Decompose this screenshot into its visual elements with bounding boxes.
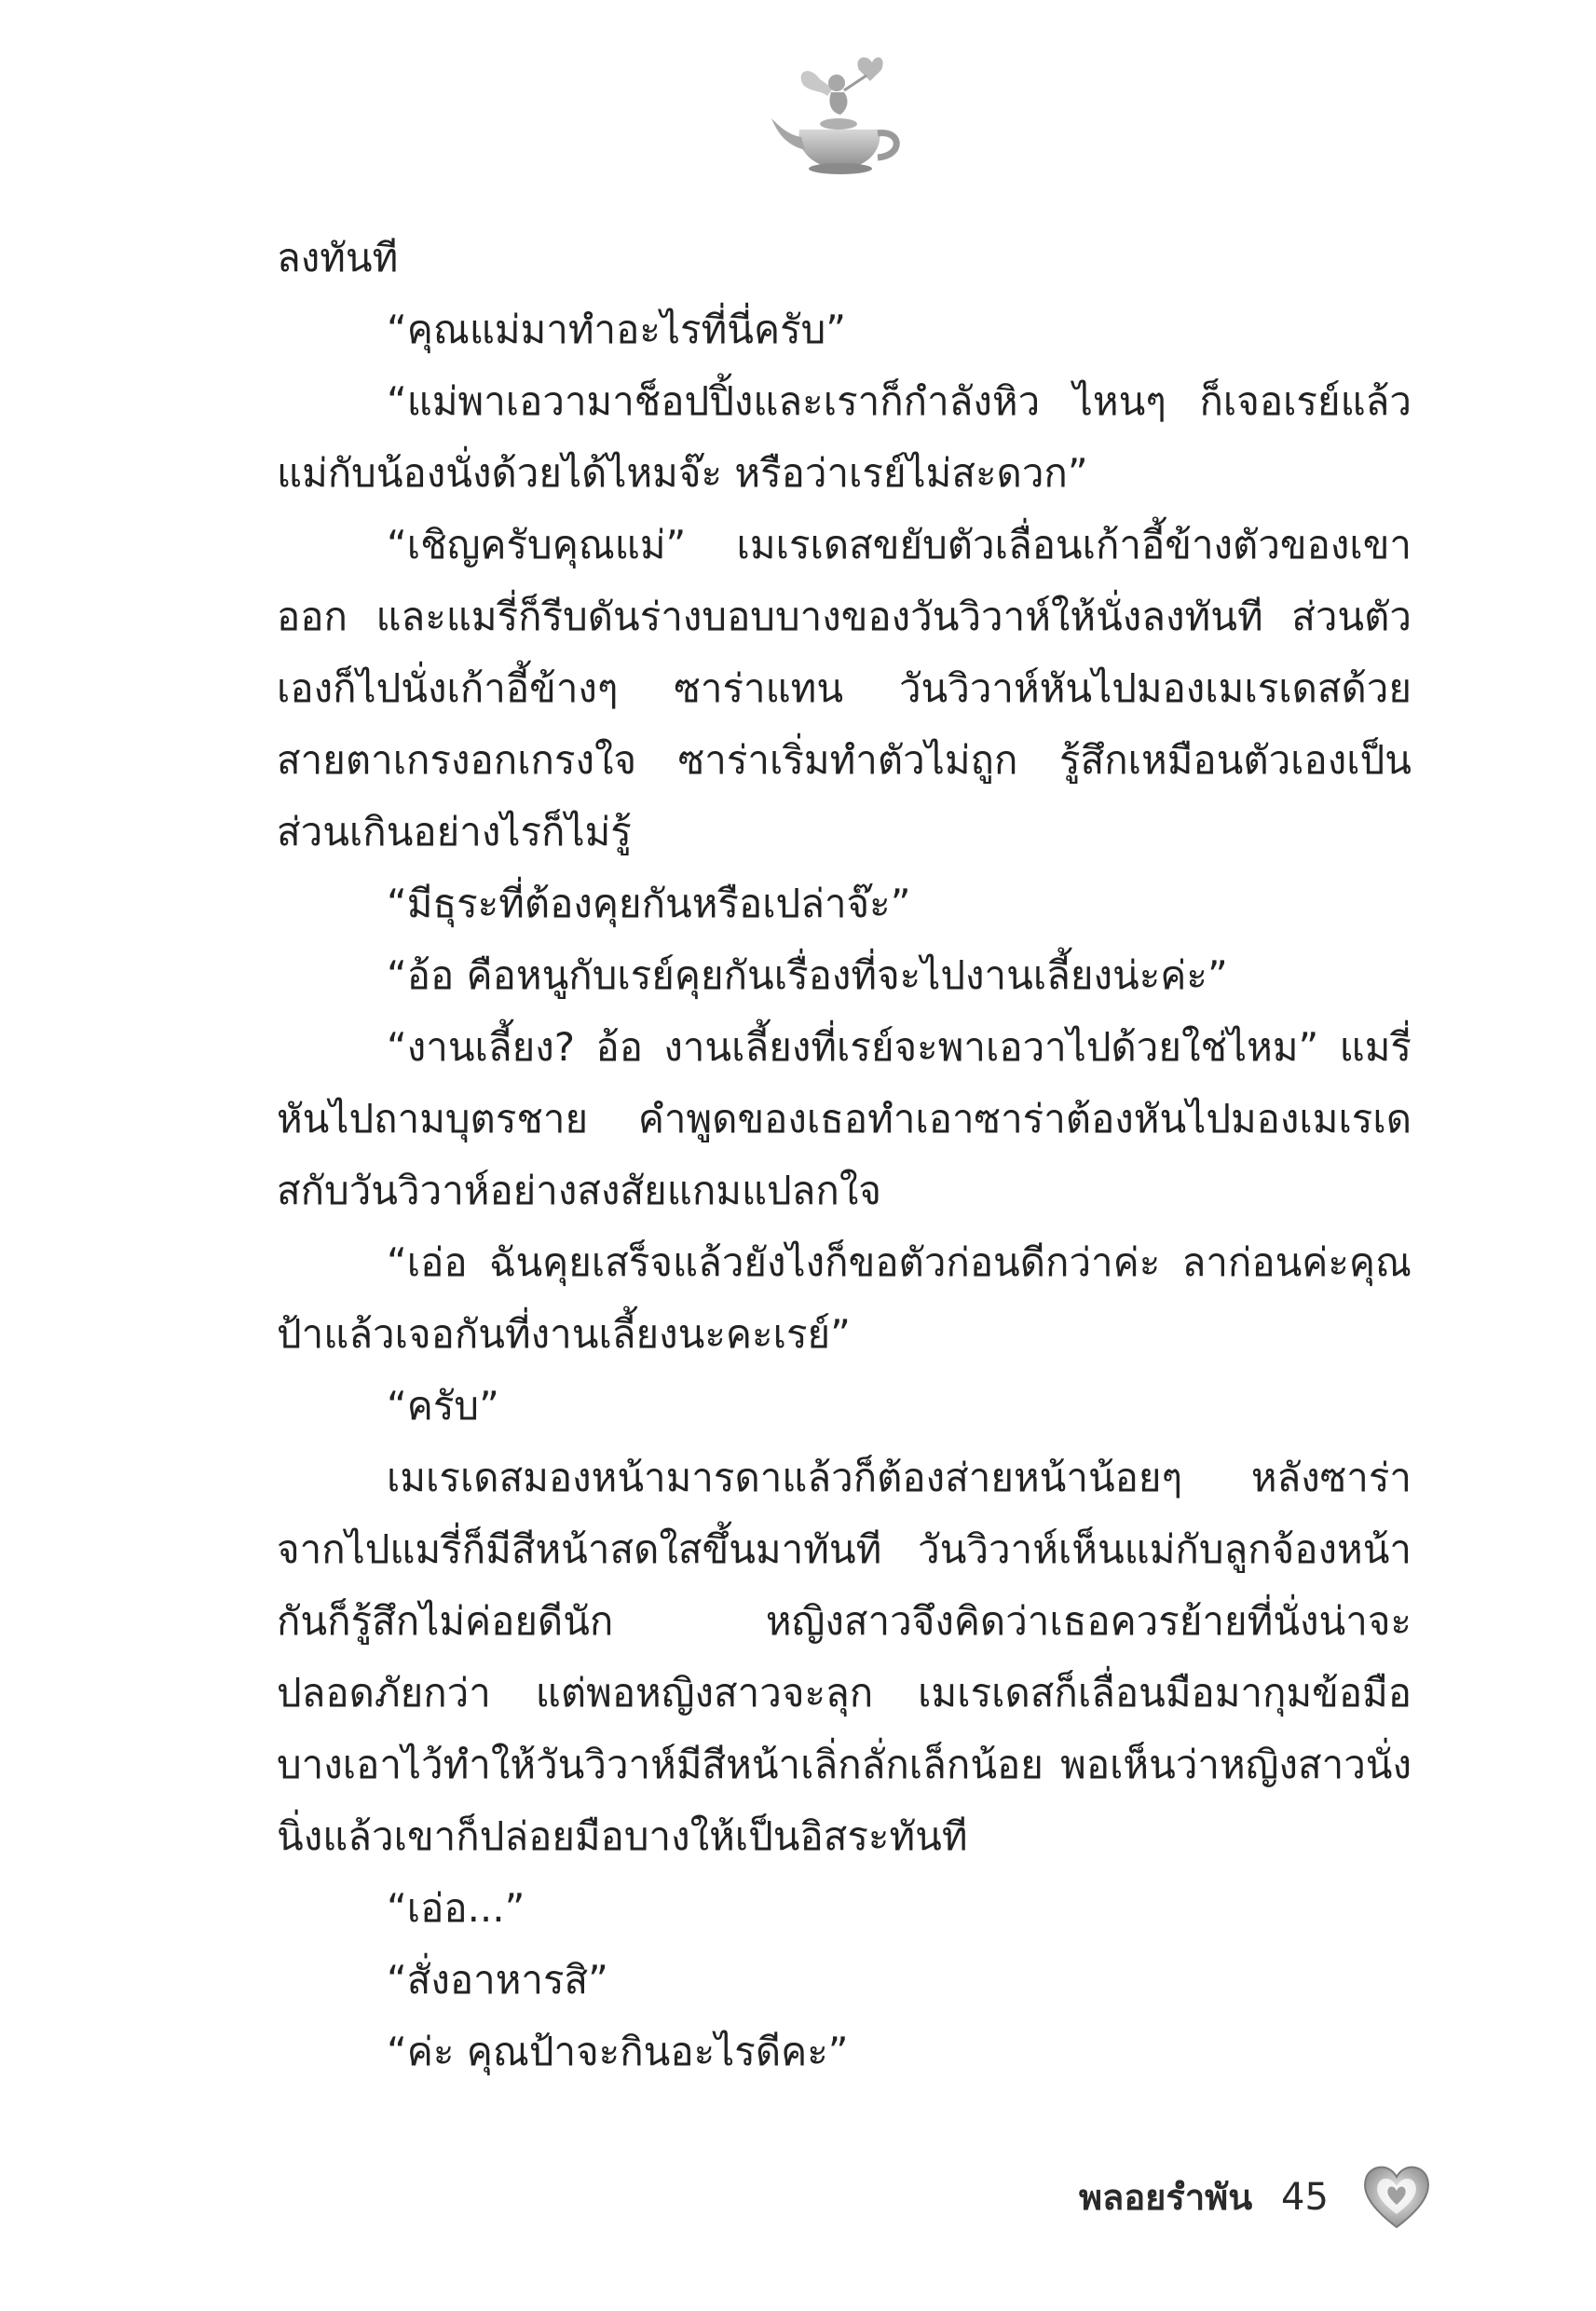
page-footer (1062, 2160, 1453, 2235)
body-text (277, 222, 1412, 2087)
heart-icon (1360, 2162, 1433, 2231)
cupid-teapot-icon (762, 51, 911, 177)
paragraph: “แม่พาเอวามาช็อปปิ้งและเราก็กำลังหิว ไหนๆ ก็เจอเรย์แล้ว แม่กับน้องนั่งด้วยได้ไหมจ๊ะ หรือว่าเรย์ไม่สะดวก” (277, 378, 1412, 496)
paragraph: ลงทันที (277, 235, 399, 280)
paragraph: “เอ่อ ฉันคุยเสร็จแล้วยังไงก็ขอตัวก่อนดีกว่าค่ะ ลาก่อนค่ะคุณป้าแล้วเจอกันที่งานเลี้ยงนะคะเรย์” (277, 1239, 1412, 1357)
paragraph: “ครับ” (387, 1383, 499, 1429)
paragraph: “มีธุระที่ต้องคุยกันหรือเปล่าจ๊ะ” (387, 881, 911, 926)
paragraph: “คุณแม่มาทำอะไรที่นี่ครับ” (387, 307, 847, 352)
paragraph: “ค่ะ คุณป้าจะกินอะไรดีคะ” (387, 2029, 849, 2074)
paragraph: “สั่งอาหารสิ” (387, 1957, 608, 2003)
paragraph: เมเรเดสมองหน้ามารดาแล้วก็ต้องส่ายหน้าน้อยๆ หลังซาร่าจากไปแมรี่ก็มีสีหน้าสดใสขึ้นมาทันที วันวิวาห์เห็นแม่กับลูกจ้องหน้ากันก็รู้สึกไม่ค่อยดีนัก หญิงสาวจึงคิดว่าเธอควรย้ายที่นั่งน่าจะปลอดภัยกว่า แต่พอหญิงสาวจะลุก เมเรเดสก็เลื่อนมือมากุมข้อมือบางเอาไว้ทำให้วันวิวาห์มีสีหน้าเลิ่กลั่กเล็กน้อย พอเห็นว่าหญิงสาวนั่งนิ่งแล้วเขาก็ปล่อยมือบางให้เป็นอิสระทันที (277, 1455, 1412, 1859)
paragraph: “งานเลี้ยง? อ้อ งานเลี้ยงที่เรย์จะพาเอวาไปด้วยใช่ไหม” แมรี่หันไปถามบุตรชาย คำพูดของเธอทำเอาซาร่าต้องหันไปมองเมเรเดสกับวันวิวาห์อย่างสงสัยแกมแปลกใจ (277, 1024, 1412, 1213)
paragraph: “เอ่อ...” (387, 1885, 525, 1931)
page-number: 45 (1281, 2176, 1329, 2219)
paragraph: “อ้อ คือหนูกับเรย์คุยกันเรื่องที่จะไปงานเลี้ยงน่ะค่ะ” (387, 952, 1228, 998)
book-title: พลอยรำพัน (1079, 2177, 1253, 2218)
paragraph: “เชิญครับคุณแม่” เมเรเดสขยับตัวเลื่อนเก้าอี้ข้างตัวของเขาออก และแมรี่ก็รีบดันร่างบอบบางของวันวิวาห์ให้นั่งลงทันที ส่วนตัวเองก็ไปนั่งเก้าอี้ข้างๆ ซาร่าแทน วันวิวาห์หันไปมองเมเรเดสด้วยสายตาเกรงอกเกรงใจ ซาร่าเริ่มทำตัวไม่ถูก รู้สึกเหมือนตัวเองเป็นส่วนเกินอย่างไรก็ไม่รู้ (277, 522, 1412, 855)
